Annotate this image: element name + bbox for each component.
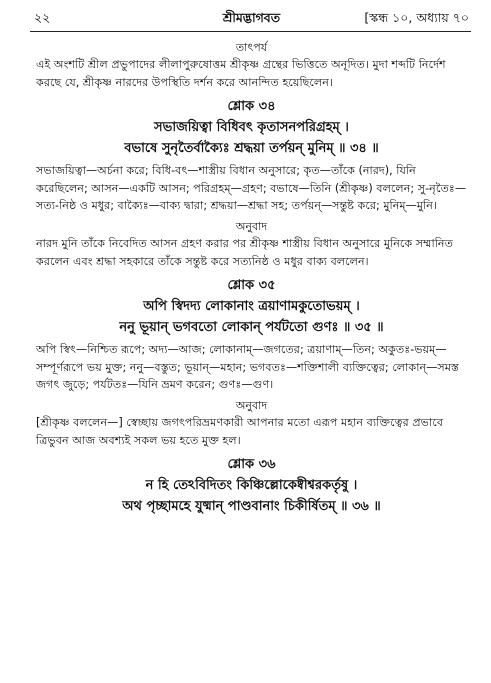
verse-34-line-1: সভাজয়িত্বা বিধিবৎ কৃতাসনপরিগ্রহম্ । <box>154 120 349 136</box>
verse-35-word-meanings: অপি স্বিৎ—নিশ্চিত রূপে; অদ্য—আজ; লোকানাম্—জগতের; ত্রয়াণাম্—তিন; অকুতঃ-ভয়ম্—সম্পূর্ণরূপে ভয় মুক্ত; ননু—বস্তুত; ভূয়ান্—মহান; ভগবতঃ—শক্তিশালী ব্যক্তিত্বের; লোকান্—সমস্ত জগৎ জুড়ে; পর্যটতঃ—যিনি ভ্রমণ করেন; গুণঃ—গুণ। <box>36 343 459 392</box>
verse-36-line-2: অথ পৃচ্ছামহে যুষ্মান্ পাণ্ডবানাং চিকীর্ষিতম্ ॥ ৩৬ ॥ <box>122 499 381 515</box>
purport-text: এই অংশটি শ্রীল প্রভুপাদের লীলাপুরুষোত্তম শ্রীকৃষ্ণ গ্রন্থের ভিত্তিতে অনূদিত। মুদা শব্দটি নির্দেশ করছে যে, শ্রীকৃষ্ণ নারদের উপস্থিতি দর্শন করে আনন্দিত হয়েছিলেন। <box>36 58 446 89</box>
verse-34-title: শ্লোক ৩৪ <box>227 99 276 115</box>
page-header <box>34 10 469 30</box>
verse-35-line-1: অপি স্বিদদ্য লোকানাং ত্রয়াণামকুতোভয়ম্ । <box>143 299 360 315</box>
verse-34-line-2: বভাষে সুনৃতৈর্বাক্যৈঃ শ্রদ্ধয়া তর্পয়ন্ মুনিম্ ॥ ৩৪ ॥ <box>124 141 379 157</box>
verse-35-line-2: ননু ভূয়ান্ ভগবতো লোকান্ পর্যটতো গুণঃ ॥ ৩৫ ॥ <box>119 320 384 336</box>
book-title: শ্রীমদ্ভাগবত <box>222 10 281 25</box>
chapter-reference: [স্কন্ধ ১০, অধ্যায় ৭০ <box>364 10 469 25</box>
header-rule <box>30 31 471 32</box>
verse-35-title: শ্লোক ৩৫ <box>227 278 276 294</box>
verse-35-translation-heading: অনুবাদ <box>235 398 268 412</box>
verse-36-line-1: ন হি তেঽবিদিতং কিঞ্চিল্লোকেষ্বীশ্বরকর্তৃষু । <box>145 478 358 494</box>
purport-heading: তাৎপর্য <box>235 41 268 54</box>
verse-34-word-meanings: সভাজয়িত্বা—অর্চনা করে; বিধি-বৎ—শাস্ত্রীয় বিধান অনুসারে; কৃত—তাঁকে (নারদ), যিনি করেছিলেন; আসন—একটি আসন; পরিগ্রহম্—গ্রহণ; বভাষে—তিনি (শ্রীকৃষ্ণ) বললেন; সু-নৃতৈঃ—সত্য-নিষ্ঠ ও মধুর; বাক্যৈঃ—বাক্য দ্বারা; শ্রদ্ধয়া—শ্রদ্ধা সহ; তর্পয়ন্—সন্তুষ্ট করে; মুনিম্—মুনি। <box>36 164 467 213</box>
verse-34-translation: নারদ মুনি তাঁকে নিবেদিত আসন গ্রহণ করার পর শ্রীকৃষ্ণ শাস্ত্রীয় বিধান অনুসারে মুনিকে সম্মানিত করলেন এবং শ্রদ্ধা সহকারে তাঁকে সন্তুষ্ট করে সত্যনিষ্ঠ ও মধুর বাক্য বললেন। <box>36 236 454 268</box>
page-content <box>36 40 467 517</box>
verse-34-translation-heading: অনুবাদ <box>235 219 268 233</box>
page-number: ২২ <box>34 10 51 25</box>
verse-35-translation: [শ্রীকৃষ্ণ বললেন—] স্বেচ্ছায় জগৎপরিভ্রমণকারী আপনার মতো এরূপ মহান ব্যক্তিত্বের প্রভাবে ত্রিভুবন আজ অবশ্যই সকল ভয় হতে মুক্ত হল। <box>36 415 443 447</box>
verse-36-title: শ্লোক ৩৬ <box>227 457 276 473</box>
